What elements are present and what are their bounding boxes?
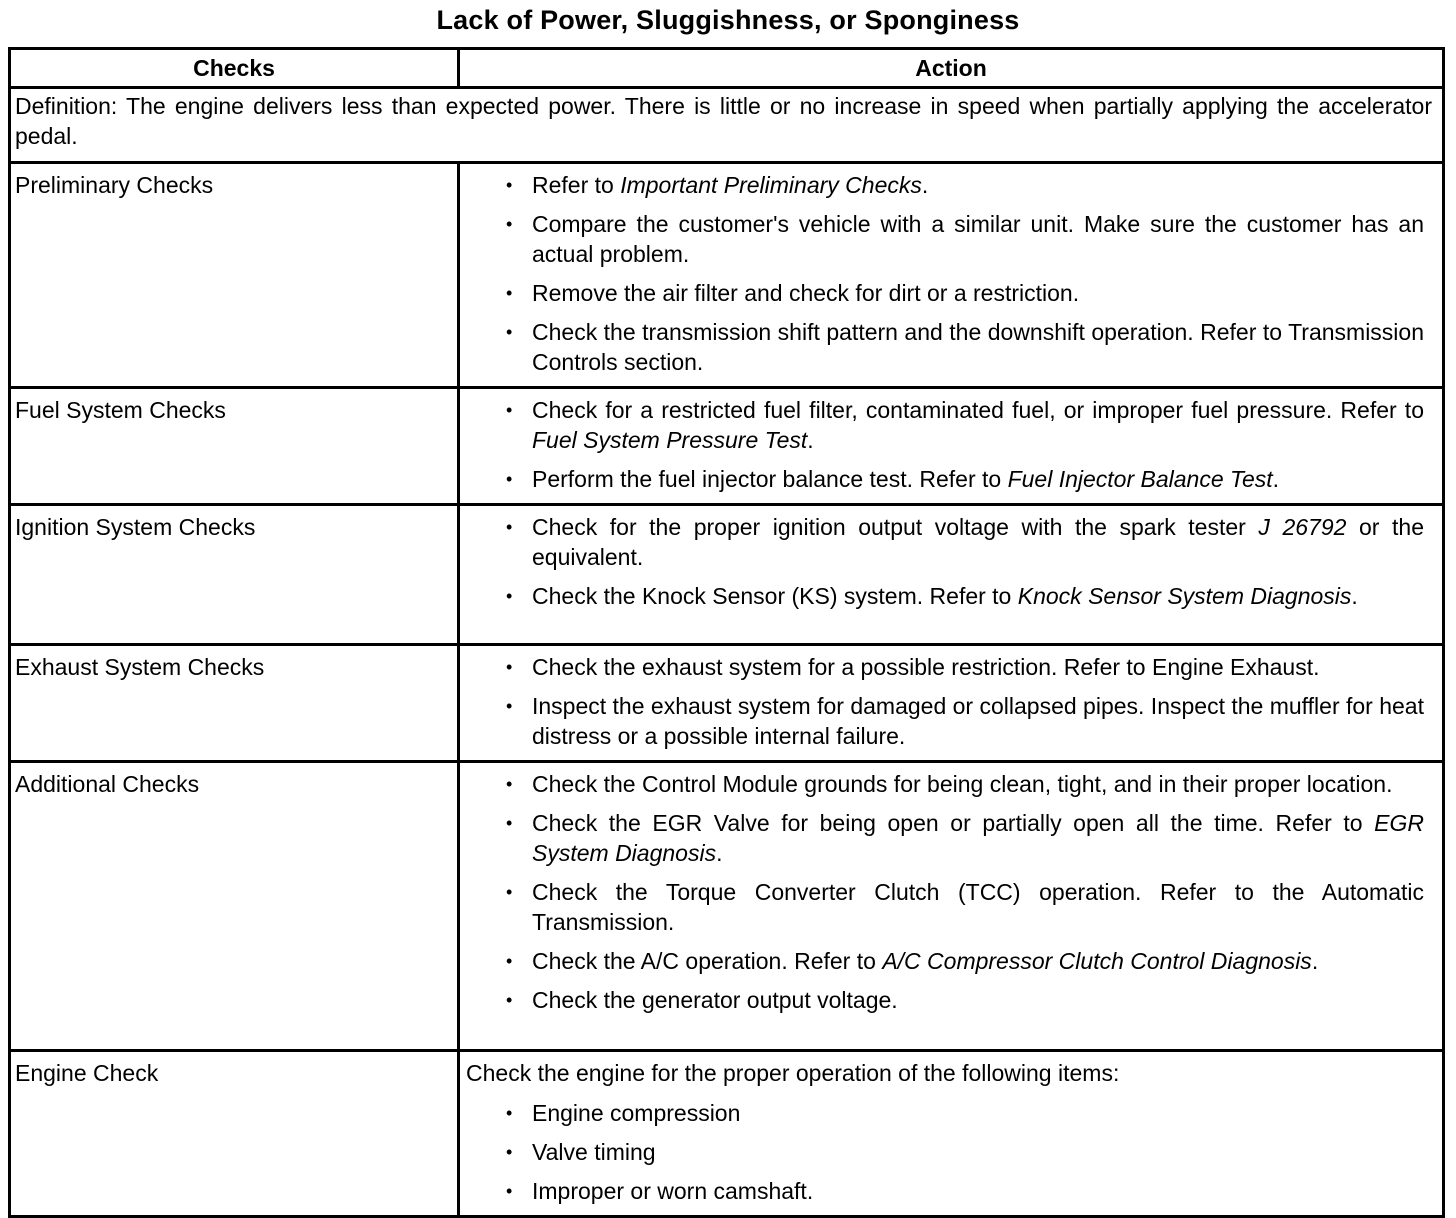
list-item xyxy=(532,769,1424,799)
action-text: Inspect the exhaust system for damaged or collapsed pipes. Inspect the muffler for heat distress or a possible internal failure. xyxy=(532,693,1424,749)
list-item xyxy=(532,395,1424,455)
action-text: Check the generator output voltage. xyxy=(532,987,898,1013)
list-item xyxy=(532,317,1424,377)
action-reference: Fuel System Pressure Test xyxy=(532,427,808,453)
action-cell xyxy=(459,1051,1444,1217)
action-intro: Check the engine for the proper operation of the following items: xyxy=(466,1060,1120,1086)
header-action: Action xyxy=(459,49,1444,88)
action-tail: or the equivalent. xyxy=(532,514,1424,570)
list-item xyxy=(532,1137,1424,1167)
action-text: Check the Torque Converter Clutch (TCC) operation. Refer to the Automatic Transmission. xyxy=(532,879,1424,935)
action-cell xyxy=(459,762,1444,1051)
list-item xyxy=(532,209,1424,269)
action-text: Remove the air filter and check for dirt or a restriction. xyxy=(532,280,1080,306)
action-list xyxy=(466,1098,1424,1206)
action-cell xyxy=(459,505,1444,645)
action-list xyxy=(466,170,1424,377)
action-text: Check the Knock Sensor (KS) system. Refer to xyxy=(532,583,1018,609)
table-row xyxy=(10,505,1444,645)
action-cell xyxy=(459,645,1444,762)
list-item xyxy=(532,581,1424,611)
list-item xyxy=(532,946,1424,976)
action-text: Check the exhaust system for a possible restriction. Refer to Engine Exhaust. xyxy=(532,654,1320,680)
table-row xyxy=(10,1051,1444,1217)
action-cell xyxy=(459,163,1444,388)
action-text: Check the EGR Valve for being open or partially open all the time. Refer to xyxy=(532,810,1375,836)
check-label: Preliminary Checks xyxy=(10,163,459,388)
action-list xyxy=(466,395,1424,494)
action-reference: Important Preliminary Checks xyxy=(620,172,922,198)
action-list xyxy=(466,769,1424,1015)
check-label: Engine Check xyxy=(10,1051,459,1217)
table-row xyxy=(10,388,1444,505)
action-list xyxy=(466,512,1424,611)
list-item xyxy=(532,985,1424,1015)
action-tail: . xyxy=(1311,948,1319,974)
action-tail: . xyxy=(1351,583,1358,609)
list-item xyxy=(532,652,1424,682)
action-text: Refer to xyxy=(532,172,621,198)
action-text: Improper or worn camshaft. xyxy=(532,1178,814,1204)
list-item xyxy=(532,512,1424,572)
list-item xyxy=(532,691,1424,751)
action-tail: . xyxy=(807,427,814,453)
table-row xyxy=(10,762,1444,1051)
action-reference: Knock Sensor System Diagnosis xyxy=(1017,583,1352,609)
table-row xyxy=(10,163,1444,388)
list-item xyxy=(532,170,1424,200)
action-reference: EGR System Diagnosis xyxy=(532,810,1424,866)
action-reference: J 26792 xyxy=(1258,514,1347,540)
table-header-row xyxy=(10,49,1444,88)
document-title: Lack of Power, Sluggishness, or Sponginess xyxy=(436,5,1020,35)
action-text: Valve timing xyxy=(532,1139,656,1165)
table-row xyxy=(10,645,1444,762)
check-label: Fuel System Checks xyxy=(10,388,459,505)
action-text: Check for the proper ignition output voltage with the spark tester xyxy=(532,514,1259,540)
action-text: Compare the customer's vehicle with a similar unit. Make sure the customer has an actual problem. xyxy=(532,211,1424,267)
list-item xyxy=(532,464,1424,494)
check-label: Additional Checks xyxy=(10,762,459,1051)
action-tail: . xyxy=(1272,466,1280,492)
list-item xyxy=(532,808,1424,868)
action-text: Check the A/C operation. Refer to xyxy=(532,948,883,974)
action-reference: Fuel Injector Balance Test xyxy=(1007,466,1273,492)
list-item xyxy=(532,1098,1424,1128)
check-label: Ignition System Checks xyxy=(10,505,459,645)
header-checks: Checks xyxy=(10,49,459,88)
action-cell xyxy=(459,388,1444,505)
list-item xyxy=(532,877,1424,937)
action-text: Check the Control Module grounds for being clean, tight, and in their proper location. xyxy=(532,771,1393,797)
action-tail: . xyxy=(716,840,723,866)
check-label: Exhaust System Checks xyxy=(10,645,459,762)
list-item xyxy=(532,278,1424,308)
action-tail: . xyxy=(921,172,929,198)
action-reference: A/C Compressor Clutch Control Diagnosis xyxy=(882,948,1312,974)
action-text: Perform the fuel injector balance test. Refer to xyxy=(532,466,1008,492)
action-text: Engine compression xyxy=(532,1100,741,1126)
diagnosis-table xyxy=(8,47,1445,1218)
definition-row xyxy=(10,88,1444,163)
action-text: Check for a restricted fuel filter, contaminated fuel, or improper fuel pressure. Refer to xyxy=(532,397,1424,423)
action-text: Check the transmission shift pattern and the downshift operation. Refer to Transmission Controls section. xyxy=(532,319,1424,375)
definition-text: Definition: The engine delivers less than expected power. There is little or no increase in speed when partially applying the accelerator pedal. xyxy=(10,88,1444,163)
action-list xyxy=(466,652,1424,751)
